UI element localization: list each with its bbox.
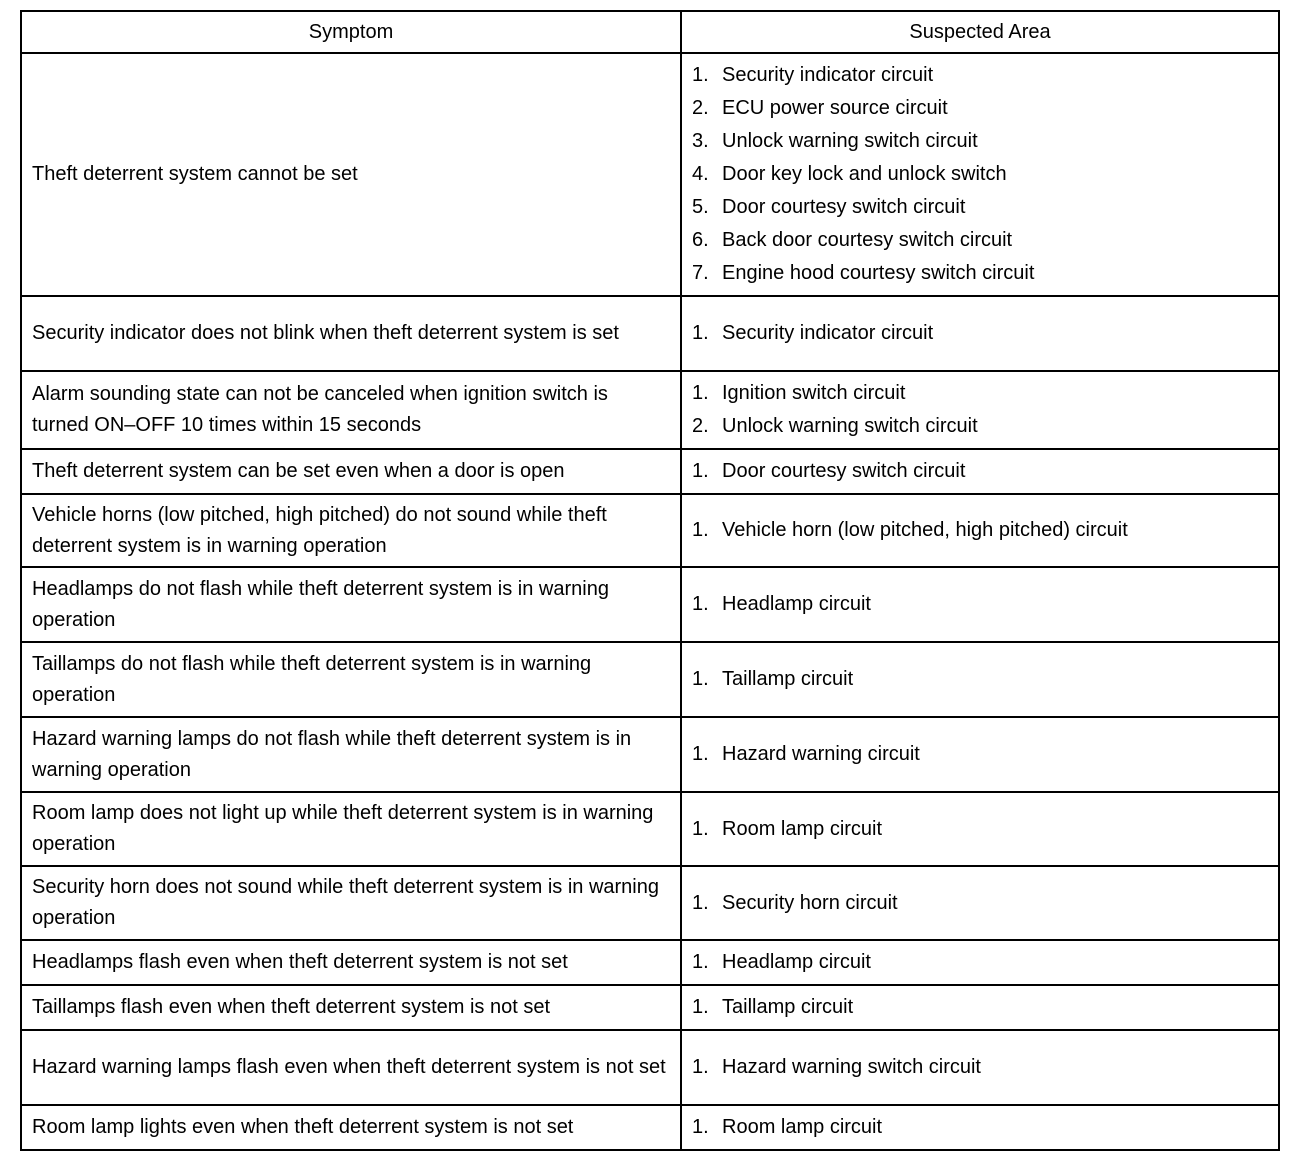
item-text: Room lamp circuit — [722, 817, 883, 840]
item-text: Headlamp circuit — [722, 951, 871, 973]
item-number: 7. — [692, 262, 709, 284]
symptom-cell: Headlamps flash even when theft deterrent system is not set — [21, 940, 681, 985]
suspected-area-item — [692, 59, 1268, 92]
table-row — [21, 717, 1279, 792]
suspected-area-cell — [681, 371, 1279, 449]
item-number: 1. — [692, 668, 709, 690]
suspected-area-cell — [681, 494, 1279, 567]
symptom-cell: Vehicle horns (low pitched, high pitched) do not sound while theft deterrent system is in warning operation — [21, 494, 681, 567]
item-text: Unlock warning switch circuit — [722, 130, 978, 152]
item-number: 1. — [692, 322, 709, 344]
table-row — [21, 53, 1279, 296]
suspected-area-cell — [681, 792, 1279, 866]
symptom-cell: Headlamps do not flash while theft deterrent system is in warning operation — [21, 567, 681, 642]
suspected-area-cell — [681, 53, 1279, 296]
symptom-cell: Theft deterrent system cannot be set — [21, 53, 681, 296]
table-row — [21, 792, 1279, 866]
symptom-cell: Taillamps flash even when theft deterrent system is not set — [21, 985, 681, 1030]
item-text: Ignition switch circuit — [722, 382, 906, 404]
symptom-cell: Theft deterrent system can be set even when a door is open — [21, 449, 681, 494]
suspected-area-cell — [681, 1105, 1279, 1150]
suspected-area-cell — [681, 449, 1279, 494]
item-number: 1. — [692, 817, 709, 840]
suspected-area-item — [692, 455, 1268, 488]
item-number: 1. — [692, 996, 709, 1018]
item-text: Headlamp circuit — [722, 593, 871, 615]
suspected-area-cell — [681, 866, 1279, 940]
suspected-area-item — [692, 257, 1268, 290]
table-row — [21, 296, 1279, 371]
item-text: Taillamp circuit — [722, 996, 854, 1018]
suspected-area-item — [692, 887, 1268, 920]
symptom-cell: Security horn does not sound while theft deterrent system is in warning operation — [21, 866, 681, 940]
table-row — [21, 371, 1279, 449]
suspected-area-item — [692, 158, 1268, 191]
item-number: 1. — [692, 593, 709, 615]
item-number: 3. — [692, 130, 709, 152]
symptom-cell: Room lamp lights even when theft deterrent system is not set — [21, 1105, 681, 1150]
table-row — [21, 940, 1279, 985]
symptom-cell: Taillamps do not flash while theft deterrent system is in warning operation — [21, 642, 681, 717]
item-number: 1. — [692, 951, 709, 973]
table-header-row — [21, 11, 1279, 53]
table-row — [21, 449, 1279, 494]
suspected-area-item — [692, 191, 1268, 224]
symptom-cell: Hazard warning lamps flash even when theft deterrent system is not set — [21, 1030, 681, 1105]
table-row — [21, 494, 1279, 567]
suspected-area-item — [692, 377, 1268, 410]
suspected-area-cell — [681, 985, 1279, 1030]
item-text: Hazard warning circuit — [722, 743, 920, 765]
suspected-area-cell — [681, 642, 1279, 717]
item-text: Taillamp circuit — [722, 668, 854, 690]
item-text: Door key lock and unlock switch — [722, 163, 1007, 185]
item-text: ECU power source circuit — [722, 97, 948, 119]
item-text: Door courtesy switch circuit — [722, 460, 966, 482]
suspected-area-item — [692, 1051, 1268, 1084]
item-text: Hazard warning switch circuit — [722, 1056, 981, 1078]
item-number: 1. — [692, 743, 709, 765]
table-row — [21, 567, 1279, 642]
item-number: 2. — [692, 97, 709, 119]
item-number: 4. — [692, 163, 709, 185]
suspected-area-item — [692, 317, 1268, 350]
symptom-cell: Hazard warning lamps do not flash while theft deterrent system is in warning operation — [21, 717, 681, 792]
suspected-area-cell — [681, 940, 1279, 985]
item-text: Security indicator circuit — [722, 64, 934, 86]
table-row — [21, 1105, 1279, 1150]
item-text: Security horn circuit — [722, 891, 898, 914]
header-symptom: Symptom — [21, 11, 681, 53]
suspected-area-item — [692, 991, 1268, 1024]
item-number: 1. — [692, 382, 709, 404]
item-number: 1. — [692, 519, 709, 541]
item-text: Room lamp circuit — [722, 1116, 883, 1138]
item-number: 5. — [692, 196, 709, 218]
suspected-area-item — [692, 410, 1268, 443]
suspected-area-item — [692, 588, 1268, 621]
suspected-area-cell — [681, 1030, 1279, 1105]
item-text: Security indicator circuit — [722, 322, 934, 344]
item-number: 6. — [692, 229, 709, 251]
item-text: Back door courtesy switch circuit — [722, 229, 1013, 251]
table-row — [21, 985, 1279, 1030]
suspected-area-item — [692, 125, 1268, 158]
table-body — [21, 53, 1279, 1150]
item-text: Vehicle horn (low pitched, high pitched) circuit — [722, 519, 1128, 541]
suspected-area-item — [692, 1111, 1268, 1144]
header-suspected-area: Suspected Area — [681, 11, 1279, 53]
symptom-cell: Alarm sounding state can not be canceled when ignition switch is turned ON–OFF 10 times within 15 seconds — [21, 371, 681, 449]
troubleshooting-table — [20, 10, 1280, 1151]
suspected-area-item — [692, 813, 1268, 846]
suspected-area-item — [692, 946, 1268, 979]
item-number: 1. — [692, 891, 709, 914]
item-number: 2. — [692, 415, 709, 437]
suspected-area-cell — [681, 567, 1279, 642]
suspected-area-item — [692, 224, 1268, 257]
suspected-area-item — [692, 514, 1268, 547]
table-row — [21, 642, 1279, 717]
item-number: 1. — [692, 1056, 709, 1078]
item-number: 1. — [692, 460, 709, 482]
suspected-area-item — [692, 92, 1268, 125]
item-text: Unlock warning switch circuit — [722, 415, 978, 437]
suspected-area-item — [692, 738, 1268, 771]
symptom-cell: Security indicator does not blink when theft deterrent system is set — [21, 296, 681, 371]
suspected-area-cell — [681, 717, 1279, 792]
table-row — [21, 1030, 1279, 1105]
item-number: 1. — [692, 1116, 709, 1138]
item-text: Engine hood courtesy switch circuit — [722, 262, 1035, 284]
suspected-area-cell — [681, 296, 1279, 371]
symptom-cell: Room lamp does not light up while theft deterrent system is in warning operation — [21, 792, 681, 866]
table-row — [21, 866, 1279, 940]
suspected-area-item — [692, 663, 1268, 696]
item-text: Door courtesy switch circuit — [722, 196, 966, 218]
item-number: 1. — [692, 64, 709, 86]
